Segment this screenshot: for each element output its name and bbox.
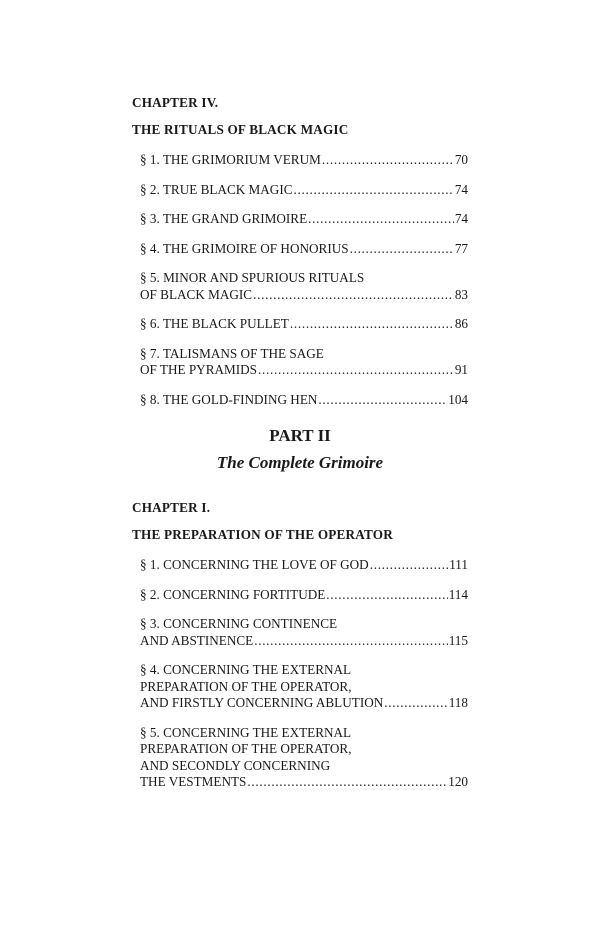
toc-entry-text: § 2. TRUE BLACK MAGIC	[140, 181, 293, 197]
page-number: 104	[448, 391, 468, 407]
toc-entry-last-line	[140, 287, 468, 304]
chapter-iv-entries	[132, 152, 468, 408]
toc-entry	[140, 662, 468, 712]
toc-entry-last-line	[140, 774, 468, 791]
page-number: 91	[454, 362, 468, 377]
page-number: 74	[454, 181, 468, 197]
toc-entry-text: AND SECONDLY CONCERNING	[140, 757, 331, 773]
toc-entry-text: § 4. CONCERNING THE EXTERNAL	[140, 662, 352, 677]
dot-leader	[350, 241, 454, 258]
toc-entry	[140, 182, 468, 199]
dot-leader	[247, 774, 447, 791]
toc-entry	[140, 557, 468, 574]
dot-leader	[370, 557, 448, 574]
chapter-i-label: CHAPTER I.	[132, 500, 211, 515]
toc-entry-last-line	[140, 241, 468, 258]
page-number: 70	[454, 152, 468, 167]
toc-entry-text: § 6. THE BLACK PULLET	[140, 316, 289, 331]
dot-leader	[253, 287, 454, 304]
part-ii-subtitle: The Complete Grimoire	[216, 453, 384, 472]
toc-entry-last-line	[140, 392, 468, 409]
page-number: 77	[454, 240, 468, 256]
toc-entry-last-line	[140, 633, 468, 650]
toc-entry-last-line	[140, 211, 468, 228]
toc-entry-last-line	[140, 182, 468, 199]
toc-entry	[140, 587, 468, 604]
toc-entry-last-line	[140, 557, 468, 574]
toc-entry	[140, 346, 468, 379]
toc-entry-last-line	[140, 695, 468, 712]
toc-entry-last-line	[140, 587, 468, 604]
toc-entry	[140, 152, 468, 169]
page-number: 115	[448, 632, 468, 648]
page-number: 120	[448, 774, 468, 789]
chapter-iv-label: CHAPTER IV.	[132, 95, 219, 110]
toc-entry	[140, 616, 468, 649]
page-number: 114	[448, 586, 468, 602]
toc-entry	[140, 241, 468, 258]
toc-entry-text: § 8. THE GOLD-FINDING HEN	[140, 391, 318, 407]
page-number: 86	[454, 316, 468, 331]
toc-entry-last-line	[140, 362, 468, 379]
toc-entry-text: § 5. MINOR AND SPURIOUS RITUALS	[140, 270, 365, 285]
dot-leader	[384, 695, 447, 712]
page-number: 83	[454, 286, 468, 302]
toc-entry	[140, 270, 468, 303]
part-ii-heading: PART II	[269, 426, 331, 445]
dot-leader	[258, 362, 454, 379]
toc-entry-text: THE VESTMENTS	[140, 774, 247, 789]
toc-entry	[140, 392, 468, 409]
toc-entry-text: PREPARATION OF THE OPERATOR,	[140, 741, 352, 756]
dot-leader	[308, 211, 454, 228]
toc-entry-last-line	[140, 152, 468, 169]
toc-entry-text: § 5. CONCERNING THE EXTERNAL	[140, 724, 352, 740]
dot-leader	[294, 182, 454, 199]
toc-entry-text: AND FIRSTLY CONCERNING ABLUTION	[140, 695, 384, 710]
toc-entry-text: § 1. CONCERNING THE LOVE OF GOD	[140, 557, 369, 572]
toc-entry-last-line	[140, 316, 468, 333]
chapter-i-title: THE PREPARATION OF THE OPERATOR	[132, 527, 393, 542]
chapter-i-entries	[132, 557, 468, 791]
page-number: 74	[454, 211, 468, 226]
dot-leader	[290, 316, 454, 333]
dot-leader	[322, 152, 454, 169]
toc-entry	[140, 316, 468, 333]
toc-entry-text: § 2. CONCERNING FORTITUDE	[140, 586, 326, 602]
page-number: 118	[448, 695, 468, 710]
toc-entry	[140, 725, 468, 791]
dot-leader	[254, 633, 448, 650]
toc-entry-text: § 4. THE GRIMOIRE OF HONORIUS	[140, 240, 349, 256]
toc-entry	[140, 211, 468, 228]
toc-entry-text: § 3. THE GRAND GRIMOIRE	[140, 211, 308, 226]
dot-leader	[318, 392, 447, 409]
chapter-iv-title: THE RITUALS OF BLACK MAGIC	[132, 122, 349, 137]
toc-entry-text: § 7. TALISMANS OF THE SAGE	[140, 345, 324, 361]
toc-entry-text: PREPARATION OF THE OPERATOR,	[140, 678, 352, 694]
table-of-contents	[132, 95, 468, 804]
toc-entry-text: AND ABSTINENCE	[140, 632, 254, 648]
dot-leader	[326, 587, 447, 604]
toc-entry-text: § 1. THE GRIMORIUM VERUM	[140, 152, 321, 167]
toc-entry-text: OF BLACK MAGIC	[140, 286, 253, 302]
toc-entry-text: OF THE PYRAMIDS	[140, 362, 258, 377]
page-number: 111	[449, 557, 468, 572]
toc-entry-text: § 3. CONCERNING CONTINENCE	[140, 616, 338, 631]
